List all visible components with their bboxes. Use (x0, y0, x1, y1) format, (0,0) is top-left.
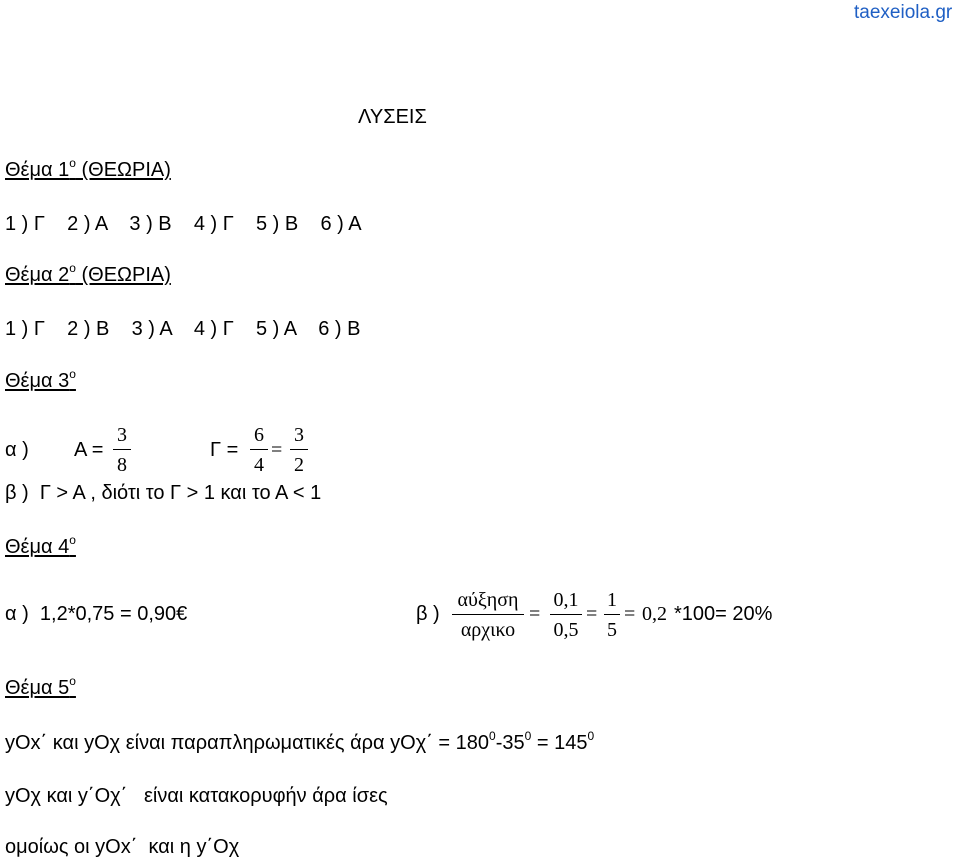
topic2-heading-post: (ΘΕΩΡΙΑ) (75, 264, 171, 286)
topic4-a-line: α ) 1,2*0,75 = 0,90€ (5, 603, 188, 625)
topic4-simple-den: 5 (607, 619, 617, 641)
topic5-line1-mid: -35 (495, 732, 525, 754)
topic3-G-fraction-1 (250, 425, 268, 475)
topic4-simple-fraction (604, 590, 620, 640)
topic3-heading-pre: Θέμα 3 (5, 370, 70, 392)
degree-sup: 0 (587, 729, 595, 743)
topic4-simple-num: 1 (607, 589, 617, 611)
topic4-ratio-den: αρχικο (460, 619, 516, 641)
topic3-G-num2: 3 (294, 424, 304, 446)
topic5-line2: yOχ και y΄Οχ΄ είναι κατακορυφήν άρα ίσες (5, 785, 388, 807)
topic3-b-line: β ) Γ > Α , διότι το Γ > 1 και το Α < 1 (5, 482, 322, 504)
fraction-bar (250, 449, 268, 450)
fraction-bar (113, 449, 131, 450)
topic2-heading-pre: Θέμα 2 (5, 264, 70, 286)
topic2-answers: 1 ) Γ 2 ) Β 3 ) Α 4 ) Γ 5 ) Α 6 ) Β (5, 318, 361, 340)
fraction-bar (452, 614, 524, 615)
topic4-heading-pre: Θέμα 4 (5, 536, 70, 558)
topic5-line1 (5, 729, 595, 754)
topic5-heading (5, 674, 76, 699)
topic1-heading-post: (ΘΕΩΡΙΑ) (75, 159, 171, 181)
topic3-G-den1: 4 (254, 454, 264, 476)
topic3-G-den2: 2 (294, 454, 304, 476)
topic4-equals-2: = (586, 603, 598, 625)
topic1-heading-sup: ο (69, 156, 76, 170)
topic3-A-num: 3 (117, 424, 127, 446)
topic4-tail: *100= 20% (674, 603, 773, 625)
topic3-G-label: Γ = (210, 439, 239, 461)
topic5-line3: ομοίως οι yOx΄ και η y΄Οχ (5, 836, 240, 858)
fraction-bar (290, 449, 308, 450)
topic3-a-prefix: α ) (5, 439, 29, 461)
fraction-bar (604, 614, 620, 615)
topic5-line1-text: yOx΄ και yOχ είναι παραπληρωματικές άρα yOχ΄ = 180 (5, 732, 490, 754)
topic3-G-equals: = (271, 439, 283, 461)
topic4-decimal-fraction (550, 590, 582, 640)
topic2-heading-sup: ο (69, 261, 76, 275)
topic3-heading-sup: ο (69, 367, 76, 381)
topic4-equals-3: = (624, 603, 636, 625)
degree-sup: 0 (524, 729, 532, 743)
topic4-heading-sup: ο (69, 533, 76, 547)
fraction-bar (550, 614, 582, 615)
topic4-ratio-num: αύξηση (457, 589, 519, 611)
topic4-decimal-num: 0,1 (553, 589, 579, 611)
degree-sup: 0 (489, 729, 496, 743)
topic1-heading (5, 156, 171, 181)
topic4-b-prefix: β ) (416, 603, 440, 625)
topic3-A-den: 8 (117, 454, 127, 476)
topic3-G-fraction-2 (290, 425, 308, 475)
page-title: ΛΥΣΕΙΣ (358, 106, 427, 128)
topic4-result: 0,2 (642, 603, 667, 625)
topic4-heading (5, 533, 76, 558)
topic1-answers: 1 ) Γ 2 ) Α 3 ) Β 4 ) Γ 5 ) Β 6 ) Α (5, 213, 362, 235)
topic3-heading (5, 367, 76, 392)
topic3-A-label: Α = (74, 439, 104, 461)
topic2-heading (5, 261, 171, 286)
topic4-equals-1: = (529, 603, 541, 625)
topic5-heading-sup: ο (69, 674, 76, 688)
topic4-decimal-den: 0,5 (553, 619, 579, 641)
topic5-line1-eq: = 145 (531, 732, 588, 754)
site-link[interactable]: taexeiola.gr (854, 2, 953, 23)
topic3-A-fraction (113, 425, 131, 475)
topic1-heading-pre: Θέμα 1 (5, 159, 70, 181)
topic4-ratio-fraction (452, 590, 524, 640)
topic5-heading-pre: Θέμα 5 (5, 677, 70, 699)
topic3-G-num1: 6 (254, 424, 264, 446)
